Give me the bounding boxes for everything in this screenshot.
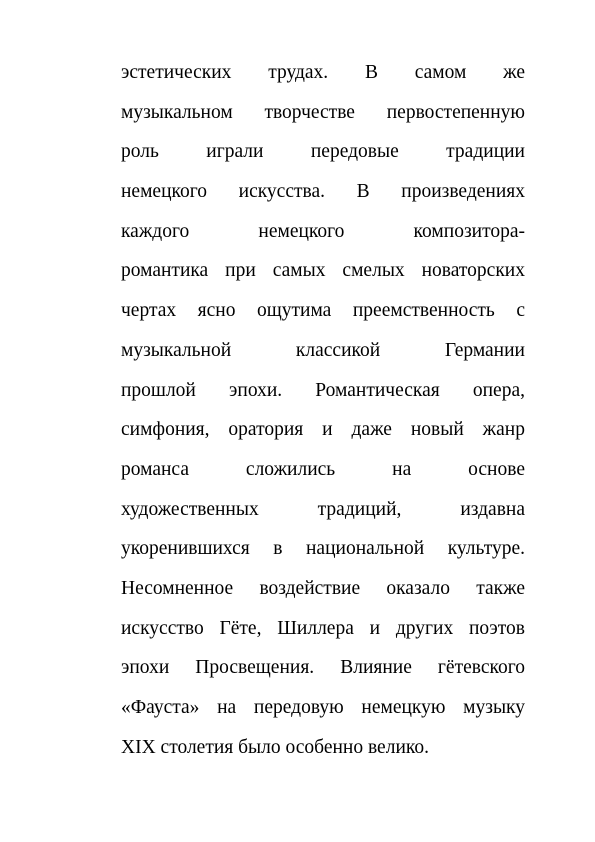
text-line-10: симфония, оратория и даже новый жанр [121,419,525,441]
text-line-11: романса сложились на основе [121,458,525,480]
text-line-1: эстетических трудах. В самом же [121,62,525,83]
text-line-15: искусство Гёте, Шиллера и других поэтов [121,617,525,639]
text-line-12: художественных традиций, издавна [121,498,525,520]
text-line-5: каждого немецкого композитора- [121,220,525,242]
text-line-14: Несомненное воздействие оказало также [121,577,525,599]
text-line-13: укоренившихся в национальной культуре. [121,538,525,560]
text-line-9: прошлой эпохи. Романтическая опера, [121,379,525,401]
text-line-18: XIX столетия было особенно велико. [121,736,429,758]
text-line-8: музыкальной классикой Германии [121,339,525,361]
text-line-3: роль играли передовые традиции [121,141,525,163]
text-line-17: «Фауста» на передовую немецкую музыку [121,697,525,718]
text-line-6: романтика при самых смелых новаторских [121,260,525,282]
text-line-2: музыкальном творчестве первостепенную [121,101,525,123]
text-line-4: немецкого искусства. В произведениях [121,181,525,203]
body-paragraph [121,58,525,772]
text-line-7: чертах ясно ощутима преемственность с [121,300,525,322]
text-line-16: эпохи Просвещения. Влияние гётевского [121,657,525,679]
